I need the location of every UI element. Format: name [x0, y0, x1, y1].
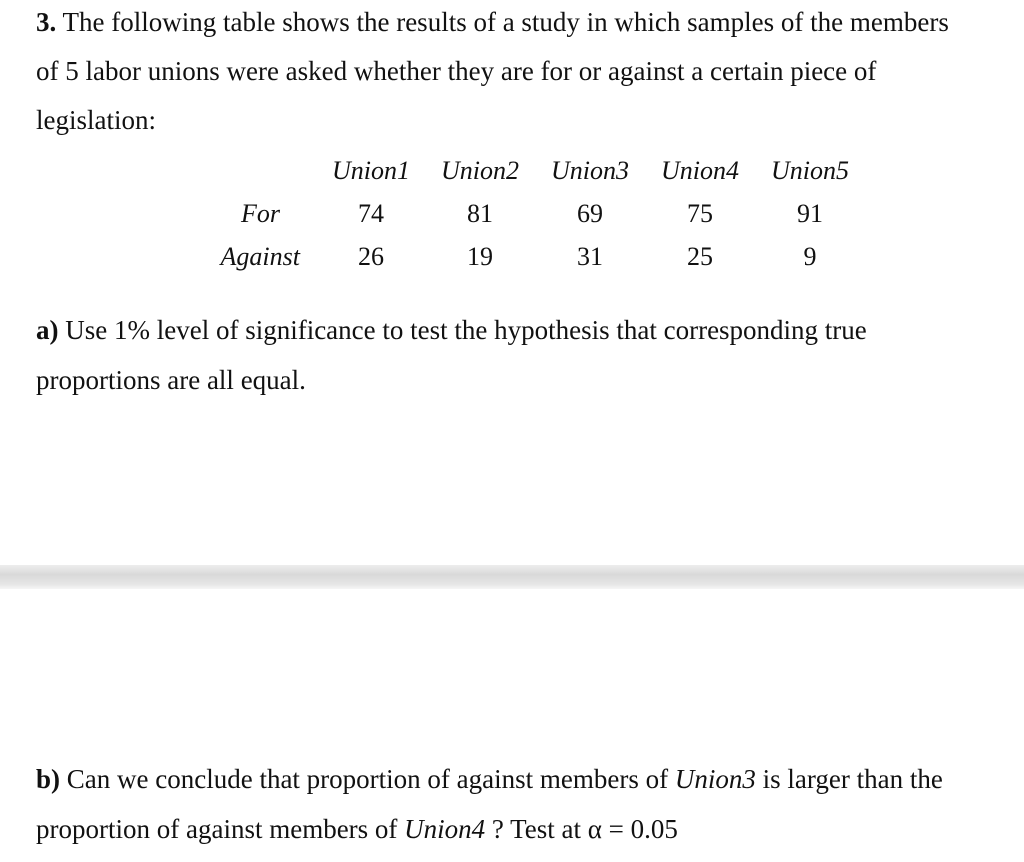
part-b-union4: Union4	[404, 814, 486, 844]
table-cell: 19	[467, 242, 493, 271]
table-header-union4: Union4	[661, 156, 739, 185]
table-header-union2: Union2	[441, 156, 519, 185]
part-a-line-1	[36, 314, 867, 346]
part-b-text-1a: Can we conclude that proportion of against members of	[66, 764, 675, 794]
part-b-line-1	[36, 763, 943, 795]
part-b-text-1b: is larger than the	[755, 764, 943, 794]
part-a-text-2: proportions are all equal.	[36, 365, 306, 395]
question-intro-text-1: The following table shows the results of a study in which samples of the members	[62, 7, 949, 37]
table-cell: 25	[687, 242, 713, 271]
table-cell: 91	[797, 199, 823, 228]
question-intro-text-2: of 5 labor unions were asked whether they are for or against a certain piece of	[36, 56, 877, 86]
part-b-text-2a: proportion of against members of	[36, 814, 405, 844]
table-cell: 26	[358, 242, 384, 271]
table-cell: 74	[358, 199, 384, 228]
table-header-union5: Union5	[771, 156, 849, 185]
part-a-text-1: Use 1% level of significance to test the hypothesis that corresponding true	[65, 315, 867, 345]
table-cell: 69	[577, 199, 603, 228]
section-divider	[0, 565, 1024, 589]
table-cell: 31	[577, 242, 603, 271]
question-number: 3.	[36, 7, 57, 37]
part-b-text-2b: ? Test at α = 0.05	[485, 814, 678, 844]
part-b-union3: Union3	[674, 764, 756, 794]
table-cell: 9	[803, 242, 817, 271]
question-intro-text-3: legislation:	[36, 105, 156, 135]
table-cell: 75	[687, 199, 713, 228]
table-header-union1: Union1	[332, 156, 410, 185]
table-row-label-against: Against	[220, 242, 300, 271]
table-row-label-for: For	[241, 199, 280, 228]
part-b-line-2	[36, 813, 678, 845]
part-a-label: a)	[36, 315, 59, 345]
part-b-label: b)	[36, 764, 61, 794]
table-header-union3: Union3	[551, 156, 629, 185]
table-cell: 81	[467, 199, 493, 228]
question-line-1	[36, 6, 949, 38]
